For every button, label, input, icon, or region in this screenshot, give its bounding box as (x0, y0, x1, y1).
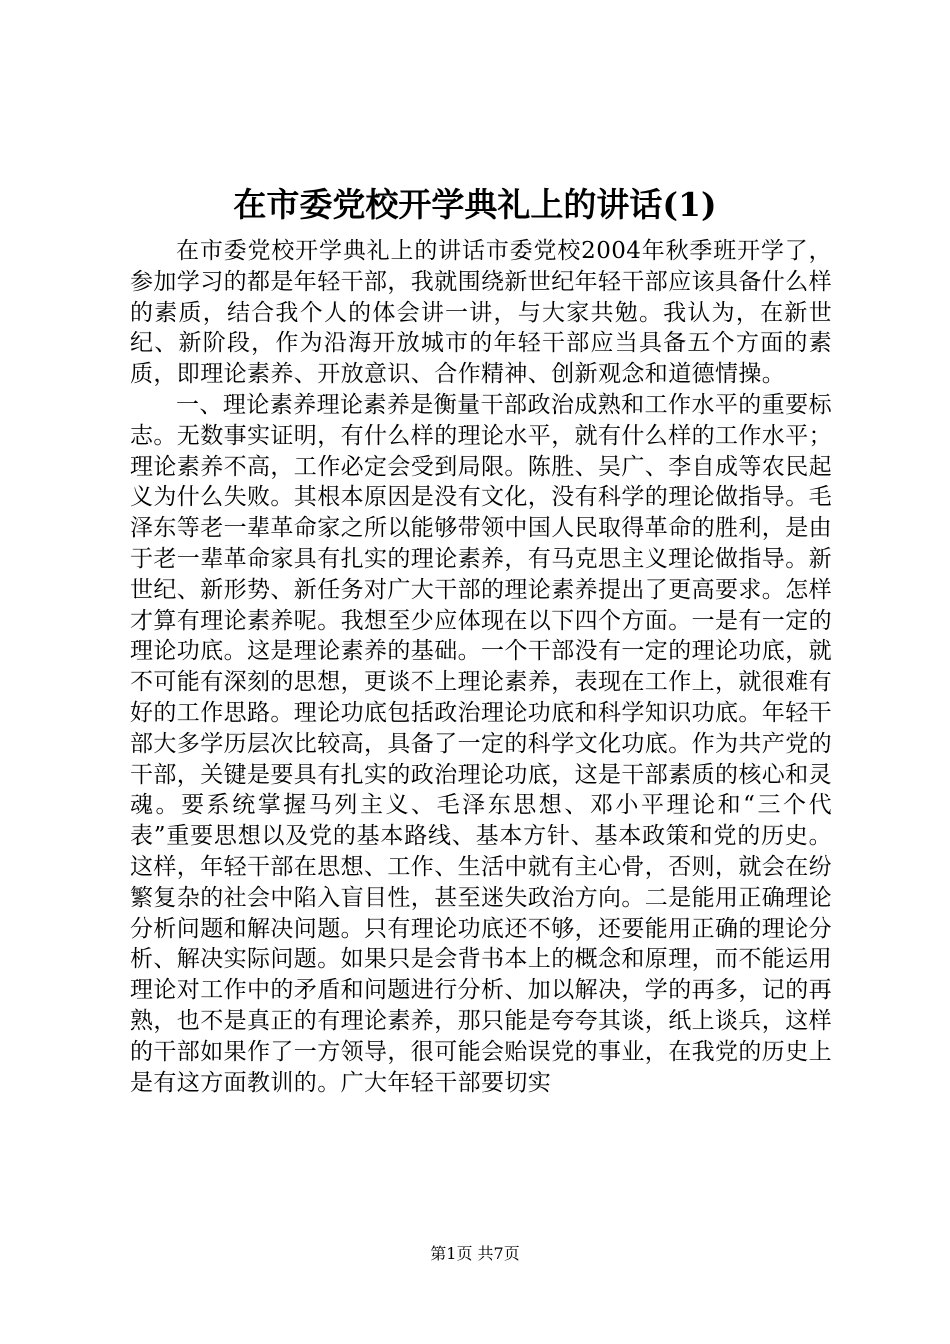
paragraph-theory-literacy: 一、理论素养理论素养是衡量干部政治成熟和工作水平的重要标志。无数事实证明，有什么样的理论水平，就有什么样的工作水平；理论素养不高，工作必定会受到局限。陈胜、吴广、李自成等农民起义为什么失败。其根本原因是没有文化，没有科学的理论做指导。毛泽东等老一辈革命家之所以能够带领中国人民取得革命的胜利，是由于老一辈革命家具有扎实的理论素养，有马克思主义理论做指导。新世纪、新形势、新任务对广大干部的理论素养提出了更高要求。怎样才算有理论素养呢。我想至少应体现在以下四个方面。一是有一定的理论功底。这是理论素养的基础。一个干部没有一定的理论功底，就不可能有深刻的思想，更谈不上理论素养，表现在工作上，就很难有好的工作思路。理论功底包括政治理论功底和科学知识功底。年轻干部大多学历层次比较高，具备了一定的科学文化功底。作为共产党的干部，关键是要具有扎实的政治理论功底，这是干部素质的核心和灵魂。要系统掌握马列主义、毛泽东思想、邓小平理论和“三个代表”重要思想以及党的基本路线、基本方针、基本政策和党的历史。这样，年轻干部在思想、工作、生活中就有主心骨，否则，就会在纷繁复杂的社会中陷入盲目性，甚至迷失政治方向。二是能用正确理论分析问题和解决问题。只有理论功底还不够，还要能用正确的理论分析、解决实际问题。如果只是会背书本上的概念和原理，而不能运用理论对工作中的矛盾和问题进行分析、加以解决，学的再多，记的再熟，也不是真正的有理论素养，那只能是夸夸其谈，纸上谈兵，这样的干部如果作了一方领导，很可能会贻误党的事业，在我党的历史上是有这方面教训的。广大年轻干部要切实 (130, 391, 832, 1096)
document-body (130, 236, 832, 1098)
paragraph-intro: 在市委党校开学典礼上的讲话市委党校2004年秋季班开学了，参加学习的都是年轻干部，我就围绕新世纪年轻干部应该具备什么样的素质，结合我个人的体会讲一讲，与大家共勉。我认为，在新世纪、新阶段，作为沿海开放城市的年轻干部应当具备五个方面的素质，即理论素养、开放意识、合作精神、创新观念和道德情操。 (130, 238, 832, 388)
document-title: 在市委党校开学典礼上的讲话(1) (233, 185, 717, 224)
page-footer: 第1页 共7页 (430, 1244, 520, 1263)
